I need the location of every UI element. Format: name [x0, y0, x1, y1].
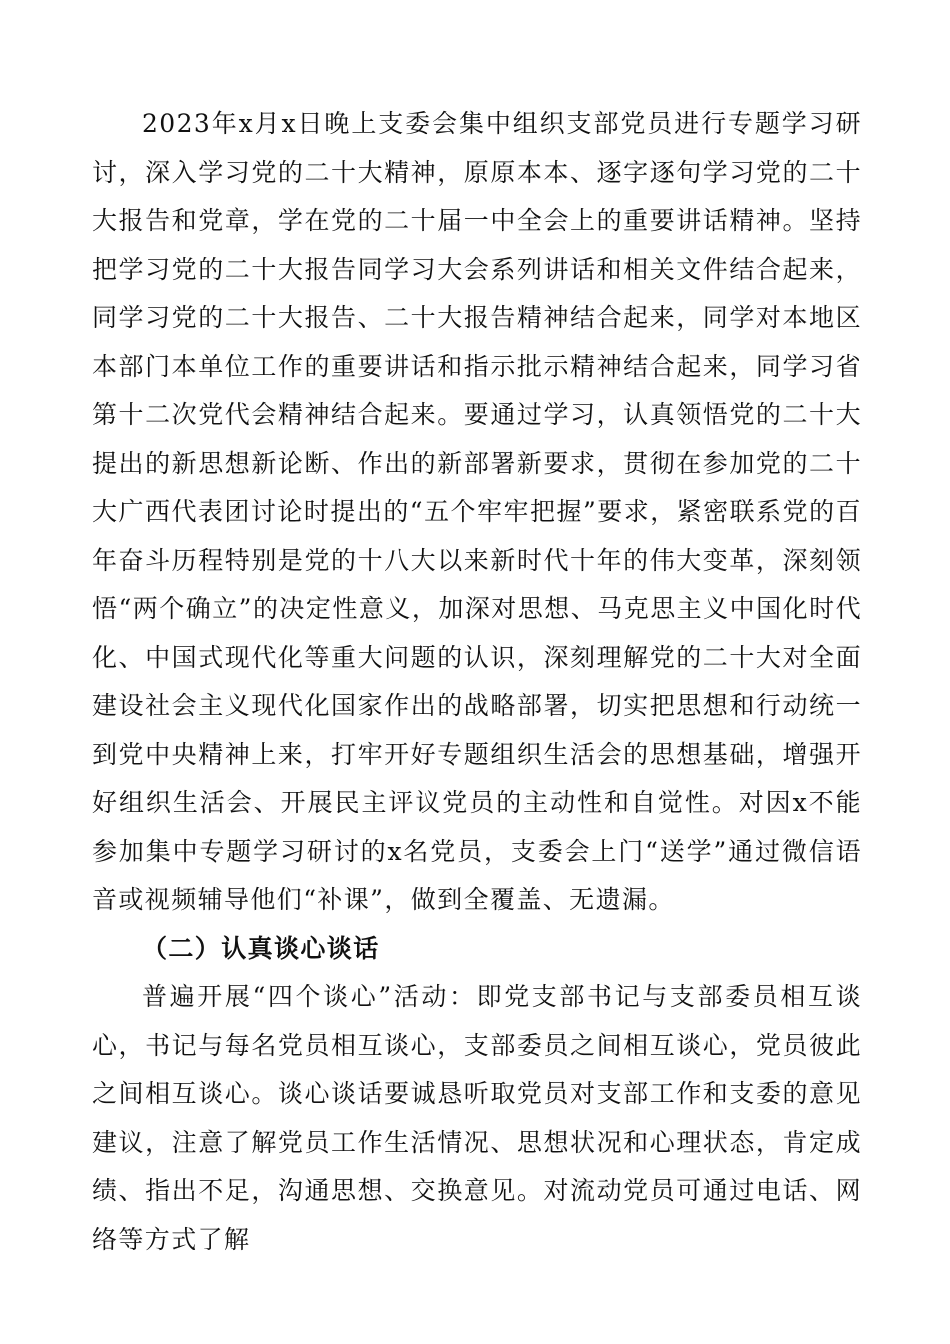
document-body — [92, 100, 862, 1264]
section-heading-talks: （二）认真谈心谈话 — [142, 933, 380, 963]
paragraph-heart-to-heart-talks: 普遍开展“四个谈心”活动：即党支部书记与支部委员相互谈心，书记与每名党员相互谈心，支部委员之间相互谈心，党员彼此之间相互谈心。谈心谈话要诚恳听取党员对支部工作和支委的意见建议，注意了解党员工作生活情况、思想状况和心理状态，肯定成绩、指出不足，沟通思想、交换意见。对流动党员可通过电话、网络等方式了解 — [92, 982, 862, 1254]
paragraph-study-session: 2023年x月x日晚上支委会集中组织支部党员进行专题学习研讨，深入学习党的二十大精神，原原本本、逐字逐句学习党的二十大报告和党章，学在党的二十届一中全会上的重要讲话精神。坚持把学习党的二十大报告同学习大会系列讲话和相关文件结合起来，同学习党的二十大报告、二十大报告精神结合起来，同学对本地区本部门本单位工作的重要讲话和指示批示精神结合起来，同学习省第十二次党代会精神结合起来。要通过学习，认真领悟党的二十大提出的新思想新论断、作出的新部署新要求，贯彻在参加党的二十大广西代表团讨论时提出的“五个牢牢把握”要求，紧密联系党的百年奋斗历程特别是党的十八大以来新时代十年的伟大变革，深刻领悟“两个确立”的决定性意义，加深对思想、马克思主义中国化时代化、中国式现代化等重大问题的认识，深刻理解党的二十大对全面建设社会主义现代化国家作出的战略部署，切实把思想和行动统一到党中央精神上来，打牢开好专题组织生活会的思想基础，增强开好组织生活会、开展民主评议党员的主动性和自觉性。对因x不能参加集中专题学习研讨的x名党员，支委会上门“送学”通过微信语音或视频辅导他们“补课”，做到全覆盖、无遗漏。 — [92, 109, 862, 914]
